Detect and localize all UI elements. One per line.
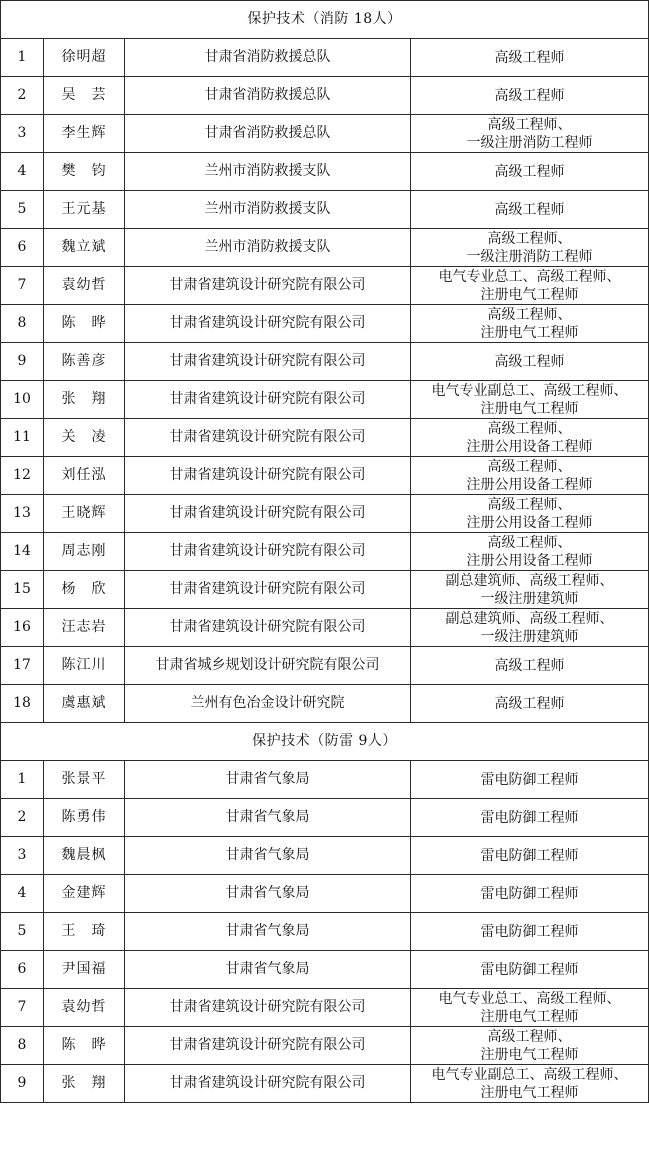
row-index: 8 xyxy=(1,305,44,343)
person-name: 袁幼哲 xyxy=(44,267,125,305)
professional-title: 高级工程师 xyxy=(411,77,649,115)
person-name: 袁幼哲 xyxy=(44,989,125,1027)
section-heading: 保护技术（防雷 9人） xyxy=(1,723,649,761)
table-row xyxy=(1,989,649,1027)
person-name: 陈江川 xyxy=(44,647,125,685)
table-row xyxy=(1,1027,649,1065)
row-index: 1 xyxy=(1,39,44,77)
organization: 兰州市消防救援支队 xyxy=(125,153,411,191)
row-index: 5 xyxy=(1,191,44,229)
table-row xyxy=(1,381,649,419)
table-row xyxy=(1,77,649,115)
row-index: 15 xyxy=(1,571,44,609)
professional-title: 高级工程师、 注册公用设备工程师 xyxy=(411,495,649,533)
professional-title: 高级工程师 xyxy=(411,685,649,723)
section-header-row xyxy=(1,723,649,761)
table-row xyxy=(1,457,649,495)
row-index: 2 xyxy=(1,77,44,115)
organization: 兰州市消防救援支队 xyxy=(125,229,411,267)
professional-title: 副总建筑师、高级工程师、 一级注册建筑师 xyxy=(411,609,649,647)
table-row xyxy=(1,913,649,951)
row-index: 9 xyxy=(1,343,44,381)
organization: 甘肃省建筑设计研究院有限公司 xyxy=(125,305,411,343)
person-name: 汪志岩 xyxy=(44,609,125,647)
roster-body xyxy=(1,1,649,1103)
row-index: 2 xyxy=(1,799,44,837)
professional-title: 高级工程师 xyxy=(411,39,649,77)
organization: 甘肃省气象局 xyxy=(125,951,411,989)
professional-title: 雷电防御工程师 xyxy=(411,951,649,989)
person-name: 魏立斌 xyxy=(44,229,125,267)
row-index: 5 xyxy=(1,913,44,951)
person-name: 王元基 xyxy=(44,191,125,229)
person-name: 刘任泓 xyxy=(44,457,125,495)
row-index: 16 xyxy=(1,609,44,647)
row-index: 17 xyxy=(1,647,44,685)
row-index: 9 xyxy=(1,1065,44,1103)
table-row xyxy=(1,1065,649,1103)
professional-title: 高级工程师、 注册电气工程师 xyxy=(411,305,649,343)
professional-title: 高级工程师、 注册公用设备工程师 xyxy=(411,457,649,495)
organization: 甘肃省消防救援总队 xyxy=(125,115,411,153)
professional-title: 雷电防御工程师 xyxy=(411,913,649,951)
organization: 甘肃省消防救援总队 xyxy=(125,39,411,77)
professional-title: 高级工程师、 注册电气工程师 xyxy=(411,1027,649,1065)
table-row xyxy=(1,533,649,571)
person-name: 周志刚 xyxy=(44,533,125,571)
row-index: 6 xyxy=(1,951,44,989)
organization: 甘肃省建筑设计研究院有限公司 xyxy=(125,343,411,381)
person-name: 张 翔 xyxy=(44,1065,125,1103)
row-index: 13 xyxy=(1,495,44,533)
table-row xyxy=(1,153,649,191)
person-name: 关 凌 xyxy=(44,419,125,457)
person-name: 张 翔 xyxy=(44,381,125,419)
person-name: 杨 欣 xyxy=(44,571,125,609)
row-index: 7 xyxy=(1,267,44,305)
table-row xyxy=(1,495,649,533)
professional-title: 雷电防御工程师 xyxy=(411,799,649,837)
person-name: 虞惠斌 xyxy=(44,685,125,723)
professional-title: 高级工程师 xyxy=(411,647,649,685)
organization: 甘肃省建筑设计研究院有限公司 xyxy=(125,989,411,1027)
organization: 甘肃省建筑设计研究院有限公司 xyxy=(125,267,411,305)
organization: 甘肃省建筑设计研究院有限公司 xyxy=(125,609,411,647)
person-name: 陈 晔 xyxy=(44,1027,125,1065)
organization: 甘肃省建筑设计研究院有限公司 xyxy=(125,533,411,571)
organization: 甘肃省建筑设计研究院有限公司 xyxy=(125,419,411,457)
organization: 甘肃省建筑设计研究院有限公司 xyxy=(125,1027,411,1065)
professional-title: 电气专业总工、高级工程师、 注册电气工程师 xyxy=(411,989,649,1027)
organization: 甘肃省气象局 xyxy=(125,913,411,951)
row-index: 3 xyxy=(1,115,44,153)
person-name: 张景平 xyxy=(44,761,125,799)
person-name: 魏晨枫 xyxy=(44,837,125,875)
professional-title: 雷电防御工程师 xyxy=(411,875,649,913)
professional-title: 电气专业副总工、高级工程师、 注册电气工程师 xyxy=(411,381,649,419)
person-name: 吴 芸 xyxy=(44,77,125,115)
organization: 甘肃省建筑设计研究院有限公司 xyxy=(125,495,411,533)
professional-title: 高级工程师、 注册公用设备工程师 xyxy=(411,419,649,457)
table-row xyxy=(1,761,649,799)
organization: 兰州有色冶金设计研究院 xyxy=(125,685,411,723)
organization: 甘肃省气象局 xyxy=(125,761,411,799)
organization: 兰州市消防救援支队 xyxy=(125,191,411,229)
organization: 甘肃省城乡规划设计研究院有限公司 xyxy=(125,647,411,685)
professional-title: 电气专业副总工、高级工程师、 注册电气工程师 xyxy=(411,1065,649,1103)
row-index: 10 xyxy=(1,381,44,419)
row-index: 12 xyxy=(1,457,44,495)
person-name: 樊 钧 xyxy=(44,153,125,191)
person-name: 尹国福 xyxy=(44,951,125,989)
professional-title: 高级工程师、 一级注册消防工程师 xyxy=(411,229,649,267)
table-row xyxy=(1,647,649,685)
table-row xyxy=(1,343,649,381)
row-index: 18 xyxy=(1,685,44,723)
table-row xyxy=(1,951,649,989)
organization: 甘肃省建筑设计研究院有限公司 xyxy=(125,457,411,495)
table-row xyxy=(1,609,649,647)
professional-title: 高级工程师、 注册公用设备工程师 xyxy=(411,533,649,571)
professional-title: 雷电防御工程师 xyxy=(411,761,649,799)
organization: 甘肃省气象局 xyxy=(125,799,411,837)
person-name: 王 琦 xyxy=(44,913,125,951)
table-row xyxy=(1,267,649,305)
row-index: 1 xyxy=(1,761,44,799)
row-index: 4 xyxy=(1,875,44,913)
organization: 甘肃省建筑设计研究院有限公司 xyxy=(125,1065,411,1103)
professional-title: 高级工程师 xyxy=(411,153,649,191)
organization: 甘肃省气象局 xyxy=(125,875,411,913)
row-index: 3 xyxy=(1,837,44,875)
row-index: 11 xyxy=(1,419,44,457)
person-name: 陈 晔 xyxy=(44,305,125,343)
person-name: 王晓辉 xyxy=(44,495,125,533)
professional-title: 副总建筑师、高级工程师、 一级注册建筑师 xyxy=(411,571,649,609)
table-row xyxy=(1,39,649,77)
table-row xyxy=(1,419,649,457)
professional-title: 高级工程师 xyxy=(411,191,649,229)
row-index: 4 xyxy=(1,153,44,191)
table-row xyxy=(1,799,649,837)
table-row xyxy=(1,837,649,875)
organization: 甘肃省气象局 xyxy=(125,837,411,875)
table-row xyxy=(1,229,649,267)
section-heading: 保护技术（消防 18人） xyxy=(1,1,649,39)
row-index: 8 xyxy=(1,1027,44,1065)
professional-title: 雷电防御工程师 xyxy=(411,837,649,875)
table-row xyxy=(1,305,649,343)
section-header-row xyxy=(1,1,649,39)
professional-title: 高级工程师、 一级注册消防工程师 xyxy=(411,115,649,153)
table-row xyxy=(1,571,649,609)
person-name: 徐明超 xyxy=(44,39,125,77)
table-row xyxy=(1,875,649,913)
table-row xyxy=(1,191,649,229)
row-index: 6 xyxy=(1,229,44,267)
person-name: 李生辉 xyxy=(44,115,125,153)
organization: 甘肃省建筑设计研究院有限公司 xyxy=(125,381,411,419)
row-index: 7 xyxy=(1,989,44,1027)
person-name: 陈勇伟 xyxy=(44,799,125,837)
person-name: 金建辉 xyxy=(44,875,125,913)
professional-title: 电气专业总工、高级工程师、 注册电气工程师 xyxy=(411,267,649,305)
person-name: 陈善彦 xyxy=(44,343,125,381)
organization: 甘肃省消防救援总队 xyxy=(125,77,411,115)
row-index: 14 xyxy=(1,533,44,571)
organization: 甘肃省建筑设计研究院有限公司 xyxy=(125,571,411,609)
table-row xyxy=(1,685,649,723)
professional-title: 高级工程师 xyxy=(411,343,649,381)
table-row xyxy=(1,115,649,153)
